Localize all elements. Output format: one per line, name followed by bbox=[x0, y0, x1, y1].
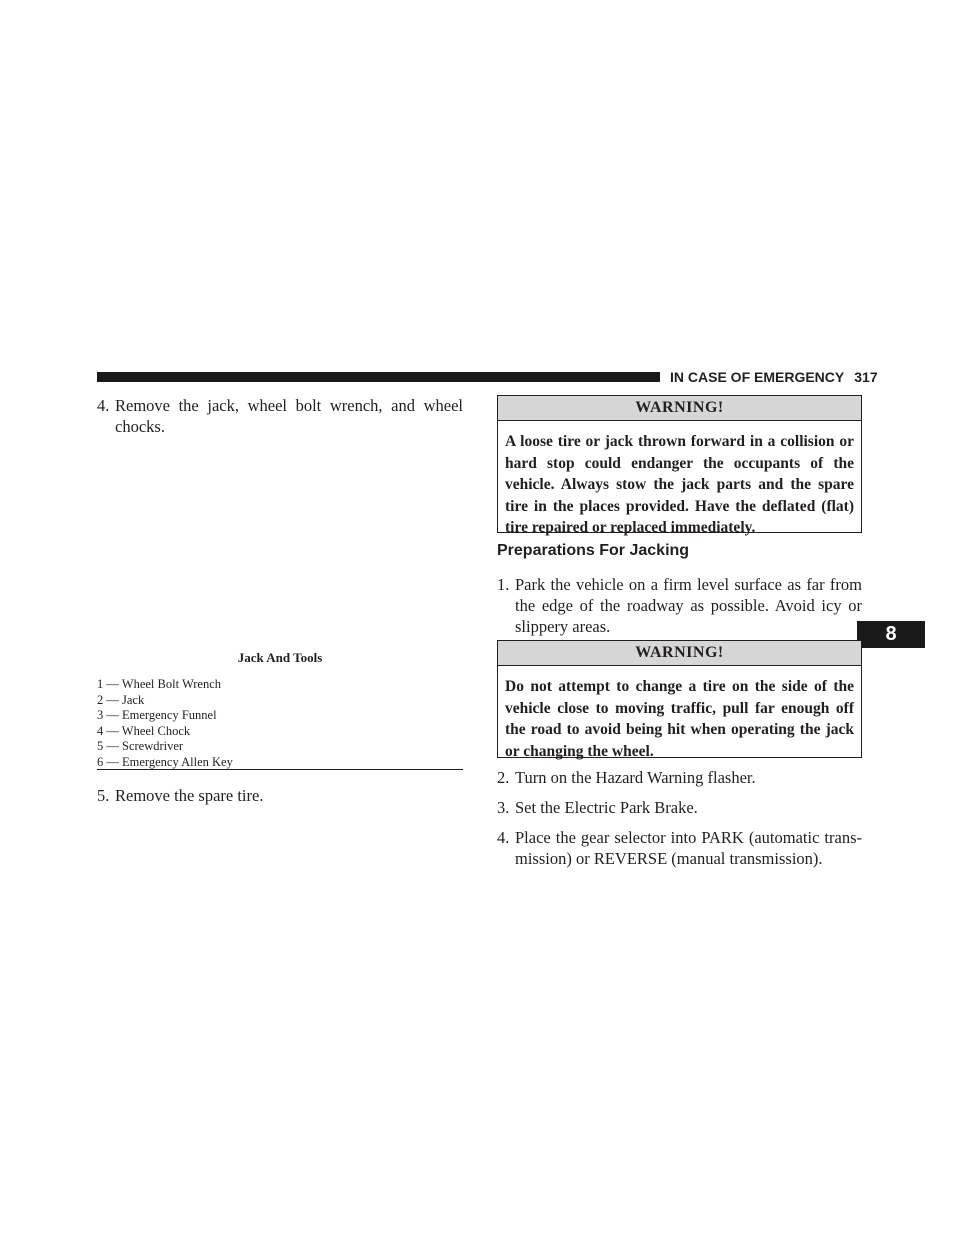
warning-text: Do not attempt to change a tire on the side of the vehicle close to moving traffic, pull far enough off the road to avoid being hit when operating the jack or changing the wheel. bbox=[505, 678, 854, 760]
warning-title: WARNING! bbox=[498, 641, 861, 666]
page-header bbox=[670, 368, 878, 386]
step-number: 4. bbox=[497, 828, 510, 847]
step-number: 2. bbox=[497, 768, 510, 787]
legend-item: 2 — Jack bbox=[97, 692, 145, 707]
step-1-park-vehicle bbox=[497, 574, 862, 637]
step-text-content: Remove the jack, wheel bolt wrench, and wheel chocks. bbox=[115, 396, 463, 436]
legend-item: 4 — Wheel Chock bbox=[97, 723, 191, 738]
warning-title: WARNING! bbox=[498, 396, 861, 421]
legend-item: 6 — Emergency Allen Key bbox=[97, 754, 233, 769]
step-text bbox=[97, 395, 463, 437]
step-number: 3. bbox=[497, 798, 510, 817]
warning-text: A loose tire or jack thrown forward in a collision or hard stop could endanger the occupants of the vehicle. Always stow the jack parts and the spare tire in the places provided. Have the deflated (flat) tire repaired or replaced immediately. bbox=[505, 433, 854, 536]
section-title: IN CASE OF EMERGENCY bbox=[670, 369, 845, 385]
chapter-tab: 8 bbox=[857, 621, 925, 648]
step-4-remove-jack bbox=[97, 395, 463, 437]
step-text: Place the gear selector into PARK (automatic trans-mission) or REVERSE (manual transmission). bbox=[515, 828, 862, 868]
legend-item: 3 — Emergency Funnel bbox=[97, 708, 217, 722]
section-heading: Preparations For Jacking bbox=[497, 542, 690, 559]
header-bar bbox=[97, 372, 660, 382]
legend-divider bbox=[97, 769, 463, 770]
warning-box-traffic bbox=[497, 640, 862, 758]
page-number: 317 bbox=[854, 369, 878, 385]
step-text: Turn on the Hazard Warning flasher. bbox=[515, 768, 756, 787]
figure-legend bbox=[97, 677, 463, 770]
step-2-hazard-flasher bbox=[497, 767, 862, 788]
legend-item: 1 — Wheel Bolt Wrench bbox=[97, 677, 222, 691]
step-number: 4. bbox=[97, 396, 110, 415]
step-text: Remove the spare tire. bbox=[115, 786, 264, 805]
step-text: Set the Electric Park Brake. bbox=[515, 798, 698, 817]
step-number: 1. bbox=[497, 575, 510, 594]
warning-box-loose-tire bbox=[497, 395, 862, 536]
figure-caption: Jack And Tools bbox=[237, 650, 323, 665]
legend-item: 5 — Screwdriver bbox=[97, 739, 184, 753]
step-number: 5. bbox=[97, 786, 110, 805]
step-4-gear-selector bbox=[497, 827, 862, 869]
step-5-remove-spare bbox=[97, 785, 463, 806]
step-text: Park the vehicle on a firm level surface as far from the edge of the roadway as possible. Avoid icy or slippery areas. bbox=[515, 575, 862, 636]
step-3-park-brake bbox=[497, 797, 862, 818]
